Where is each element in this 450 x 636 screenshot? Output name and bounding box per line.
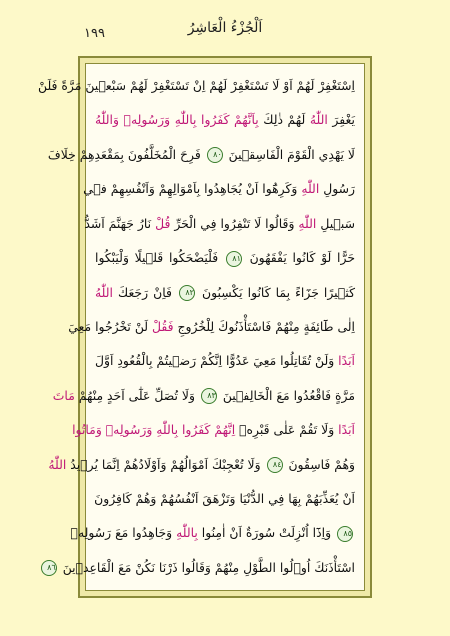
ayah-number-marker: ٨٢	[179, 285, 195, 301]
verse-text: وَلَا تَقُمْ عَلٰى قَبْرِه۪	[235, 422, 339, 438]
highlighted-text: وَاللّٰهُ	[95, 112, 119, 128]
verse-text: نَارُ جَهَنَّمَ اَشَدُّ	[84, 215, 156, 231]
verse-line	[52, 382, 355, 410]
verse-line	[95, 485, 355, 513]
verse-text: اِسْتَغْفِرْ لَهُمْ اَوْ لَا تَسْتَغْفِرْ لَهُمْ اِنْ تَسْتَغْفِرْ لَهُمْ سَبْع۪ينَ مَرَّةً فَلَنْ	[38, 78, 355, 93]
verse-text: وَقَالُوا لَا تَنْفِرُوا فِي الْحَرِّ	[170, 215, 299, 231]
verse-line	[95, 244, 355, 272]
highlighted-text: قُلْ	[155, 215, 171, 231]
page-number: ١٩٩	[84, 26, 105, 41]
verse-text: لَنْ تَخْرُجُوا مَعِيَ	[68, 318, 152, 334]
verse-text: رَسُولِ	[319, 181, 355, 197]
verse-line	[38, 72, 355, 100]
verse-text: كَث۪يرًا جَزَٓاءً بِمَا كَانُوا يَكْسِبُونَ	[196, 284, 355, 300]
highlighted-text: اللّٰهُ	[309, 112, 328, 128]
juz-title: اَلْجُزْءُ الْعَاشِرُ	[187, 20, 263, 36]
ayah-number-marker: ٨٣	[201, 388, 217, 404]
ayah-number-marker: ٨٠	[207, 147, 223, 163]
highlighted-text: اللّٰهِ	[298, 215, 317, 231]
verse-text: وَجَاهِدُوا مَعَ رَسُولِه۪	[70, 525, 177, 541]
highlighted-text: اِنَّهُمْ كَفَرُوا بِاللّٰهِ وَرَسُولِه۪ وَمَاتُوا	[72, 422, 236, 438]
verse-line	[95, 279, 355, 307]
verse-text: اَنْ يُعَذِّبَهُمْ بِهَا فِي الدُّنْيَا وَتَزْهَقَ اَنْفُسُهُمْ وَهُمْ كَافِرُونَ	[94, 491, 355, 507]
highlighted-text: بِاَنَّهُمْ كَفَرُوا بِاللّٰهِ وَرَسُولِه۪	[123, 112, 259, 128]
highlighted-text: اَبَدًا	[338, 422, 355, 438]
verse-line	[48, 451, 355, 479]
verse-text: اسْتَأْذَنَكَ اُو۬لُوا الطَّوْلِ مِنْهُمْ وَقَالُوا ذَرْنَا نَكُنْ مَعَ الْقَاعِد۪ينَ	[58, 559, 355, 575]
verse-line	[72, 416, 355, 444]
highlighted-text: اللّٰهُ	[95, 284, 113, 300]
verse-text: وَلَا تُعْجِبْكَ اَمْوَالُهُمْ وَاَوْلَادُهُمْ اِنَّمَا يُر۪يدُ	[66, 456, 265, 472]
ayah-number-marker: ٨٤	[267, 457, 283, 473]
ayah-number-marker: ٨٦	[41, 560, 57, 576]
highlighted-text: بِاللّٰهِ	[176, 525, 198, 541]
verse-text: لَا يَهْدِي الْقَوْمَ الْفَاسِق۪ينَ	[224, 146, 355, 162]
verse-text: فَرِحَ الْمُخَلَّفُونَ بِمَقْعَدِهِمْ خِلَافَ	[47, 146, 205, 162]
verse-text: حَرًّا لَوْ كَانُوا يَفْقَهُونَ	[243, 250, 355, 266]
verse-line	[84, 210, 355, 238]
verse-text: فَاِنْ رَجَعَكَ	[112, 284, 177, 300]
verse-text: وَلَا تُصَلِّ عَلٰٓى اَحَدٍ مِنْهُمْ	[74, 387, 199, 403]
highlighted-text: فَقُلْ	[151, 318, 174, 334]
verse-text: فَلْيَضْحَكُوا قَل۪يلًا وَلْيَبْكُوا	[95, 250, 224, 266]
highlighted-text: مَاتَ	[52, 387, 75, 403]
verse-line	[95, 106, 355, 134]
verse-text: وَاِذَٓا اُنْزِلَتْ سُورَةٌ اَنْ اٰمِنُوا	[197, 525, 335, 541]
ayah-number-marker: ٨١	[226, 251, 242, 267]
verse-line	[47, 554, 355, 582]
verse-text: سَب۪يلِ	[316, 215, 355, 231]
verse-text: مَرَّةٍ فَاقْعُدُوا مَعَ الْخَالِف۪ينَ	[218, 387, 355, 403]
verse-text: اِلٰى طَٓائِفَةٍ مِنْهُمْ فَاسْتَأْذَنُوكَ لِلْخُرُوجِ	[173, 318, 355, 334]
verse-line	[47, 141, 355, 169]
highlighted-text: اَبَدًا	[338, 353, 355, 369]
ayah-number-marker: ٨٥	[337, 526, 353, 542]
page-header	[0, 0, 450, 56]
page-frame	[38, 56, 372, 598]
quran-text-block	[38, 63, 365, 591]
verse-line	[83, 175, 355, 203]
highlighted-text: اللّٰهِ	[301, 181, 320, 197]
verse-line	[68, 313, 355, 341]
verse-text: وَلَنْ تُقَاتِلُوا مَعِيَ عَدُوًّا اِنَّكُمْ رَض۪يتُمْ بِالْقُعُودِ اَوَّلَ	[95, 353, 339, 369]
verse-text: يَغْفِرَ	[327, 112, 355, 128]
verse-line	[95, 347, 355, 375]
verse-text: وَهُمْ فَاسِقُونَ	[284, 456, 355, 472]
verse-line	[70, 519, 355, 547]
verse-text: لَهُمْ ذٰلِكَ	[258, 112, 310, 128]
verse-text: وَكَرِهُٓوا اَنْ يُجَاهِدُوا بِاَمْوَالِهِمْ وَاَنْفُسِهِمْ ف۪ي	[83, 181, 302, 197]
highlighted-text: اللّٰهُ	[48, 456, 67, 472]
